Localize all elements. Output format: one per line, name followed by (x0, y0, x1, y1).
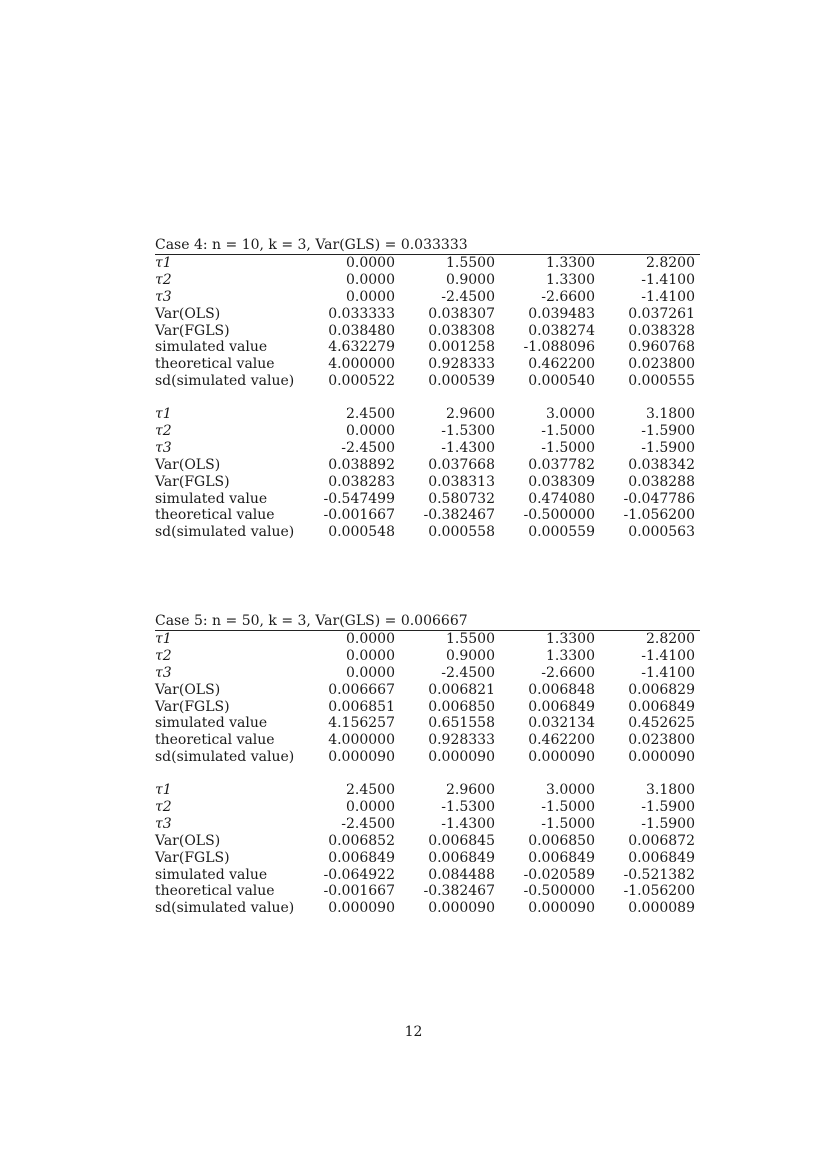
case-4-block-2 (155, 406, 700, 541)
cell-value: 1.3300 (546, 631, 595, 647)
cell-value: 2.8200 (646, 631, 695, 647)
cell-value: 0.452625 (628, 715, 695, 732)
cell-value: -0.001667 (323, 883, 395, 900)
cell-value: -1.5000 (541, 815, 595, 832)
row-label: sd(simulated value) (155, 900, 295, 917)
cell-value: 0.038892 (328, 456, 395, 473)
table-row (155, 423, 700, 440)
table-row (155, 867, 700, 884)
row-label: theoretical value (155, 883, 275, 900)
cell-value: 0.023800 (628, 356, 695, 373)
cell-value: 0.006849 (528, 698, 595, 715)
row-label: sd(simulated value) (155, 524, 295, 541)
cell-value: 0.006848 (528, 681, 595, 698)
cell-value: 0.474080 (528, 490, 595, 507)
cell-value: -1.056200 (623, 507, 695, 524)
cell-value: 2.9600 (446, 406, 495, 423)
table-row (155, 850, 700, 867)
cell-value: 0.006849 (628, 698, 695, 715)
table-row (155, 406, 700, 423)
cell-value: 0.0000 (346, 631, 395, 647)
cell-value: 0.006849 (528, 849, 595, 866)
cell-value: -1.5900 (641, 423, 695, 440)
case-4-table (155, 237, 700, 541)
cell-value: -0.047786 (623, 490, 695, 507)
cell-value: -0.064922 (323, 866, 395, 883)
table-row (155, 883, 700, 900)
table-row (155, 440, 700, 457)
row-label: τ3 (155, 664, 172, 681)
cell-value: 3.0000 (546, 782, 595, 799)
row-label: τ3 (155, 288, 172, 305)
cell-value: 0.000090 (428, 900, 495, 917)
row-label: τ2 (155, 647, 172, 664)
row-label: simulated value (155, 490, 268, 507)
cell-value: 0.006852 (328, 832, 395, 849)
cell-value: -1.4100 (641, 664, 695, 681)
cell-value: -0.382467 (423, 883, 495, 900)
table-row (155, 507, 700, 524)
cell-value: 0.0000 (346, 288, 395, 305)
cell-value: 0.651558 (428, 715, 495, 732)
cell-value: -1.5000 (541, 439, 595, 456)
cell-value: 0.928333 (428, 356, 495, 373)
cell-value: -0.001667 (323, 507, 395, 524)
cell-value: 0.039483 (528, 305, 595, 322)
cell-value: 0.023800 (628, 732, 695, 749)
cell-value: 0.960768 (628, 339, 695, 356)
row-label: theoretical value (155, 356, 275, 373)
cell-value: 0.0000 (346, 271, 395, 288)
row-label: sd(simulated value) (155, 373, 295, 390)
cell-value: 2.4500 (346, 782, 395, 799)
cell-value: 0.000563 (628, 524, 695, 541)
table-row (155, 749, 700, 766)
cell-value: 0.006845 (428, 832, 495, 849)
case-5-block-1 (155, 631, 700, 766)
row-label: Var(OLS) (155, 681, 221, 698)
cell-value: 0.006829 (628, 681, 695, 698)
cell-value: 0.000559 (528, 524, 595, 541)
cell-value: 4.156257 (328, 715, 395, 732)
page-number: 12 (404, 1024, 423, 1040)
cell-value: 0.038480 (328, 322, 395, 339)
cell-value: 1.3300 (546, 255, 595, 271)
table-row (155, 665, 700, 682)
cell-value: 0.0000 (346, 255, 395, 271)
table-row (155, 255, 700, 272)
cell-value: 4.632279 (328, 339, 395, 356)
cell-value: 0.038309 (528, 473, 595, 490)
case-4-caption: Case 4: n = 10, k = 3, Var(GLS) = 0.033333 (155, 237, 468, 253)
table-row (155, 524, 700, 541)
cell-value: 0.000539 (428, 373, 495, 390)
cell-value: 0.038307 (428, 305, 495, 322)
cell-value: -1.4100 (641, 288, 695, 305)
table-row (155, 474, 700, 491)
cell-value: 1.5500 (446, 255, 495, 271)
table-row (155, 833, 700, 850)
table-row (155, 648, 700, 665)
cell-value: -1.4300 (441, 815, 495, 832)
cell-value: 0.038328 (628, 322, 695, 339)
table-row (155, 900, 700, 917)
table-row (155, 816, 700, 833)
row-label: simulated value (155, 339, 268, 356)
cell-value: 1.5500 (446, 631, 495, 647)
row-label: τ3 (155, 815, 172, 832)
case-4-block-1 (155, 255, 700, 390)
cell-value: -2.4500 (441, 288, 495, 305)
cell-value: 0.037668 (428, 456, 495, 473)
cell-value: 0.038274 (528, 322, 595, 339)
cell-value: -2.4500 (341, 439, 395, 456)
cell-value: 4.000000 (328, 356, 395, 373)
cell-value: 0.580732 (428, 490, 495, 507)
cell-value: -2.6600 (541, 288, 595, 305)
cell-value: 1.3300 (546, 271, 595, 288)
row-label: τ1 (155, 782, 172, 799)
row-label: Var(FGLS) (155, 322, 230, 339)
cell-value: -1.056200 (623, 883, 695, 900)
cell-value: 0.000090 (528, 749, 595, 766)
cell-value: 0.000089 (628, 900, 695, 917)
cell-value: 0.0000 (346, 799, 395, 816)
row-label: Var(FGLS) (155, 849, 230, 866)
cell-value: 0.000558 (428, 524, 495, 541)
row-label: τ1 (155, 255, 172, 271)
table-row (155, 339, 700, 356)
case-5-caption: Case 5: n = 50, k = 3, Var(GLS) = 0.006667 (155, 613, 468, 629)
cell-value: 0.038342 (628, 456, 695, 473)
cell-value: 0.032134 (528, 715, 595, 732)
cell-value: 0.037261 (628, 305, 695, 322)
cell-value: 0.000548 (328, 524, 395, 541)
row-label: Var(FGLS) (155, 698, 230, 715)
cell-value: 0.006851 (328, 698, 395, 715)
cell-value: 0.006849 (428, 849, 495, 866)
cell-value: -1.4100 (641, 647, 695, 664)
row-label: Var(OLS) (155, 456, 221, 473)
table-row (155, 732, 700, 749)
table-row (155, 699, 700, 716)
cell-value: 0.038313 (428, 473, 495, 490)
row-label: Var(OLS) (155, 305, 221, 322)
cell-value: -0.521382 (623, 866, 695, 883)
cell-value: -0.500000 (523, 507, 595, 524)
table-row (155, 782, 700, 799)
cell-value: 0.006850 (428, 698, 495, 715)
cell-value: 0.006849 (328, 849, 395, 866)
table-row (155, 715, 700, 732)
row-label: sd(simulated value) (155, 749, 295, 766)
cell-value: 0.000522 (328, 373, 395, 390)
cell-value: 0.000090 (628, 749, 695, 766)
cell-value: 3.1800 (646, 406, 695, 423)
cell-value: -1.5000 (541, 799, 595, 816)
cell-value: -2.6600 (541, 664, 595, 681)
row-label: simulated value (155, 866, 268, 883)
cell-value: 2.9600 (446, 782, 495, 799)
cell-value: 0.000555 (628, 373, 695, 390)
cell-value: 1.3300 (546, 647, 595, 664)
cell-value: -1.5300 (441, 423, 495, 440)
cell-value: -2.4500 (441, 664, 495, 681)
cell-value: 0.006849 (628, 849, 695, 866)
row-label: Var(OLS) (155, 832, 221, 849)
row-label: τ2 (155, 271, 172, 288)
cell-value: 0.000090 (428, 749, 495, 766)
row-label: theoretical value (155, 507, 275, 524)
cell-value: 0.462200 (528, 356, 595, 373)
case-5-block-2 (155, 782, 700, 917)
case-5-table (155, 613, 700, 917)
cell-value: 0.038288 (628, 473, 695, 490)
cell-value: 0.006821 (428, 681, 495, 698)
cell-value: 0.006667 (328, 681, 395, 698)
cell-value: 0.001258 (428, 339, 495, 356)
table-row (155, 457, 700, 474)
cell-value: -1.088096 (523, 339, 595, 356)
table-row (155, 356, 700, 373)
table-row (155, 323, 700, 340)
cell-value: 0.9000 (446, 647, 495, 664)
row-label: τ1 (155, 631, 172, 647)
cell-value: -0.020589 (523, 866, 595, 883)
row-label: τ2 (155, 423, 172, 440)
cell-value: 0.006850 (528, 832, 595, 849)
cell-value: 0.033333 (328, 305, 395, 322)
cell-value: 4.000000 (328, 732, 395, 749)
cell-value: -0.547499 (323, 490, 395, 507)
cell-value: -2.4500 (341, 815, 395, 832)
cell-value: -1.5900 (641, 799, 695, 816)
cell-value: 2.8200 (646, 255, 695, 271)
cell-value: 0.9000 (446, 271, 495, 288)
cell-value: 3.0000 (546, 406, 595, 423)
table-row (155, 682, 700, 699)
cell-value: -1.5000 (541, 423, 595, 440)
row-label: theoretical value (155, 732, 275, 749)
cell-value: -1.4300 (441, 439, 495, 456)
cell-value: -1.5900 (641, 439, 695, 456)
table-row (155, 631, 700, 648)
cell-value: 0.000090 (528, 900, 595, 917)
row-label: Var(FGLS) (155, 473, 230, 490)
table-row (155, 272, 700, 289)
cell-value: 0.006872 (628, 832, 695, 849)
cell-value: 0.038283 (328, 473, 395, 490)
cell-value: -0.500000 (523, 883, 595, 900)
row-label: τ3 (155, 439, 172, 456)
cell-value: -1.4100 (641, 271, 695, 288)
cell-value: 0.000090 (328, 900, 395, 917)
table-row (155, 373, 700, 390)
cell-value: 0.000540 (528, 373, 595, 390)
cell-value: 0.0000 (346, 664, 395, 681)
cell-value: 0.038308 (428, 322, 495, 339)
cell-value: 0.0000 (346, 423, 395, 440)
cell-value: 0.928333 (428, 732, 495, 749)
cell-value: 0.037782 (528, 456, 595, 473)
cell-value: -1.5900 (641, 815, 695, 832)
cell-value: 3.1800 (646, 782, 695, 799)
cell-value: 0.000090 (328, 749, 395, 766)
row-label: τ1 (155, 406, 172, 423)
row-label: simulated value (155, 715, 268, 732)
table-row (155, 289, 700, 306)
cell-value: 2.4500 (346, 406, 395, 423)
cell-value: -0.382467 (423, 507, 495, 524)
table-row (155, 799, 700, 816)
table-row (155, 491, 700, 508)
row-label: τ2 (155, 799, 172, 816)
table-row (155, 306, 700, 323)
cell-value: 0.0000 (346, 647, 395, 664)
cell-value: -1.5300 (441, 799, 495, 816)
cell-value: 0.084488 (428, 866, 495, 883)
cell-value: 0.462200 (528, 732, 595, 749)
